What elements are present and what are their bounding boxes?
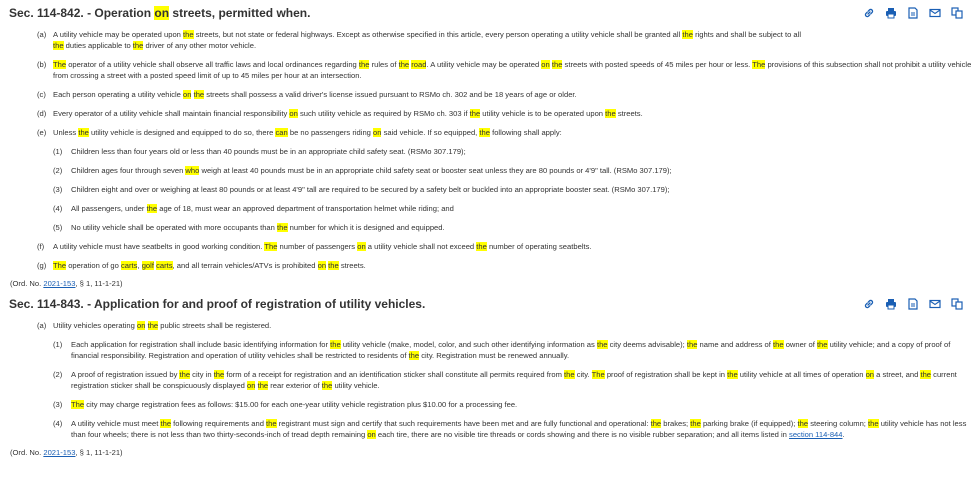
subsection-a-2: (2) A proof of registration issued by the city in the form of a receipt for registration and an identification sticker shall constitute all permits required from the city. The proof of registration shall be kept in the utility vehicle at all times of operation on a street, and the current registration sticker shall be conspicuously displayed on the rear exterior of the utility vehicle.: [53, 370, 957, 390]
compare-icon[interactable]: [951, 298, 963, 310]
ordinance-note: (Ord. No. 2021-153, § 1, 11-1-21): [10, 448, 123, 457]
section-actions: [863, 298, 963, 310]
ordinance-link[interactable]: 2021-153: [43, 448, 76, 457]
subsection-e-1: (1) Children less than four years old or less than 40 pounds must be in an appropriate child safety seat. (RSMo 307.179);: [53, 147, 466, 156]
section-title: Sec. 114-842. - Operation on streets, permitted when.: [9, 6, 311, 20]
subsection-e-5: (5) No utility vehicle shall be operated with more occupants than the number for which it is designed and equipped.: [53, 223, 445, 232]
subsection-a-1: (1) Each application for registration shall include basic identifying information for the utility vehicle (make, model, color, and such other identifying information as the city deems advisable); the name and address of the owner of the utility vehicle; and a copy of proof of financial responsibility. Registration and operation of utility vehicles shall be restricted to residents of the city. Registration must be renewed annually.: [53, 340, 951, 360]
subsection-a: (a) A utility vehicle may be operated upon the streets, but not state or federal highways. Except as otherwise specified in this article, every person operating a utility vehicle shall be granted all the rights and shall be subject to all the duties applicable to the driver of any other motor vehicle.: [37, 30, 802, 50]
subsection-b: (b) The operator of a utility vehicle shall observe all traffic laws and local ordinances regarding the rules of the road. A utility vehicle may be operated on the streets with posted speeds of 45 miles per hour or less. The provisions of this subsection shall not prohibit a utility vehicle from crossing a street with a posted speed limit of up to 45 miles per hour at an intersection.: [37, 60, 972, 80]
download-icon[interactable]: [907, 7, 919, 19]
section-actions: [863, 7, 963, 19]
email-icon[interactable]: [929, 298, 941, 310]
subsection-f: (f) A utility vehicle must have seatbelts in good working condition. The number of passengers on a utility vehicle shall not exceed the number of operating seatbelts.: [37, 242, 592, 251]
ordinance-link[interactable]: 2021-153: [43, 279, 76, 288]
subsection-e-4: (4) All passengers, under the age of 18, must wear an approved department of transportation helmet while riding; and: [53, 204, 454, 213]
link-icon[interactable]: [863, 298, 875, 310]
section-header: [0, 291, 973, 317]
subsection-c: (c) Each person operating a utility vehicle on the streets shall possess a valid driver's license issued pursuant to RSMo ch. 302 and be 18 years of age or older.: [37, 90, 577, 99]
subsection-d: (d) Every operator of a utility vehicle shall maintain financial responsibility on such utility vehicle as required by RSMo ch. 303 if the utility vehicle is to be operated upon the streets.: [37, 109, 643, 118]
print-icon[interactable]: [885, 7, 897, 19]
subsection-e-2: (2) Children ages four through seven who weigh at least 40 pounds must be in an appropriate child safety seat or booster seat unless they are 80 pounds or 4'9" tall. (RSMo 307.179);: [53, 166, 672, 175]
link-icon[interactable]: [863, 7, 875, 19]
subsection-g: (g) The operation of go carts, golf carts, and all terrain vehicles/ATVs is prohibited on the streets.: [37, 261, 366, 270]
print-icon[interactable]: [885, 298, 897, 310]
email-icon[interactable]: [929, 7, 941, 19]
subsection-e: (e) Unless the utility vehicle is designed and equipped to do so, there can be no passengers riding on said vehicle. If so equipped, the following shall apply:: [37, 128, 562, 137]
section-114-843: [0, 291, 973, 458]
ordinance-note: (Ord. No. 2021-153, § 1, 11-1-21): [10, 279, 123, 288]
subsection-a-4: (4) A utility vehicle must meet the following requirements and the registrant must sign and certify that such requirements have been met and are fully functional and operational: the brakes; the parking brake (if equipped); the steering column; the utility vehicle has not less than four wheels; there is not less than two thirty-seconds-inch of tread depth remaining on each tire, there are no visible tire threads or cords showing and there is no visible rubber separation; and all items listed in section 114-844.: [53, 419, 967, 439]
download-icon[interactable]: [907, 298, 919, 310]
subsection-a: (a) Utility vehicles operating on the public streets shall be registered.: [37, 321, 272, 330]
section-title: Sec. 114-843. - Application for and proof of registration of utility vehicles.: [9, 297, 426, 311]
section-114-844-link[interactable]: section 114-844: [789, 430, 843, 439]
section-header: [0, 0, 973, 26]
subsection-a-3: (3) The city may charge registration fees as follows: $15.00 for each one-year utility vehicle registration plus $10.00 for a processing fee.: [53, 400, 518, 409]
compare-icon[interactable]: [951, 7, 963, 19]
subsection-e-3: (3) Children eight and over or weighing at least 80 pounds or at least 4'9" tall are required to be secured by a safety belt or buckled into an appropriate booster seat. (RSMo 307.179);: [53, 185, 670, 194]
